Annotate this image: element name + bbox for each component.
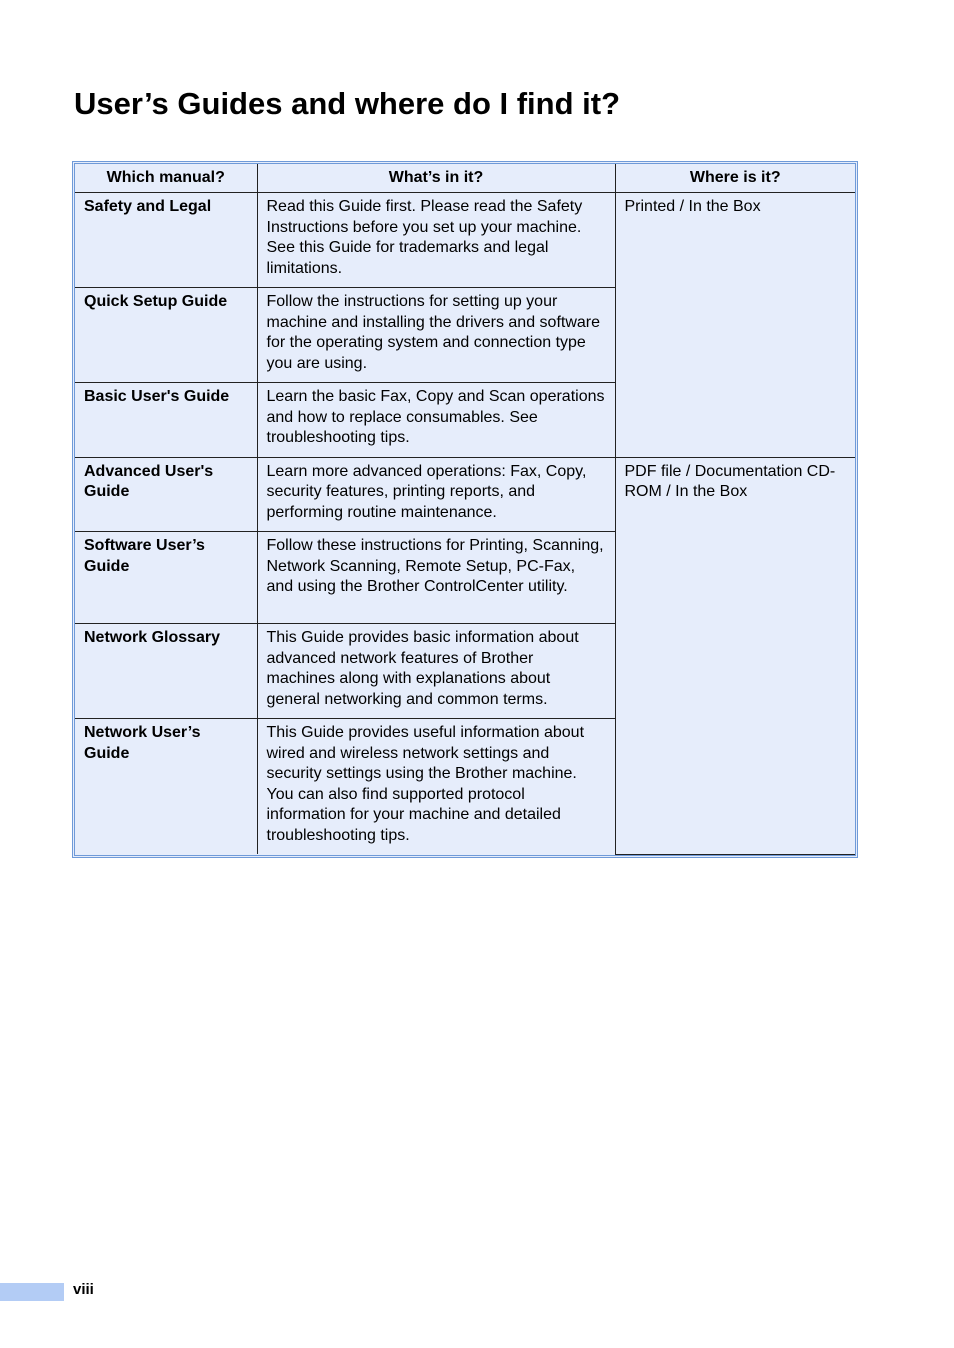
manual-contents: This Guide provides basic information about advanced network features of Brother machines along with explanations about general networking and common terms. xyxy=(257,624,615,719)
table-row xyxy=(75,193,855,288)
manual-contents: Follow the instructions for setting up your machine and installing the drivers and software for the operating system and connection type you are using. xyxy=(257,288,615,383)
manuals-table xyxy=(75,164,855,855)
manual-location: Printed / In the Box xyxy=(615,193,855,458)
manual-name: Network User’s Guide xyxy=(75,719,257,855)
manual-name: Basic User's Guide xyxy=(75,383,257,458)
manual-contents: Read this Guide first. Please read the Safety Instructions before you set up your machine. See this Guide for trademarks and legal limitations. xyxy=(257,193,615,288)
table-header-row xyxy=(75,164,855,193)
manual-location: PDF file / Documentation CD-ROM / In the Box xyxy=(615,457,855,854)
page-title: User’s Guides and where do I find it? xyxy=(74,86,621,121)
manuals-table-frame xyxy=(72,161,858,858)
manual-name: Safety and Legal xyxy=(75,193,257,288)
table-row xyxy=(75,457,855,532)
header-where-is-it: Where is it? xyxy=(615,164,855,193)
page-number: viii xyxy=(73,1281,94,1298)
manual-contents: Learn the basic Fax, Copy and Scan operations and how to replace consumables. See troubleshooting tips. xyxy=(257,383,615,458)
header-whats-in-it: What’s in it? xyxy=(257,164,615,193)
manual-contents: Follow these instructions for Printing, Scanning, Network Scanning, Remote Setup, PC-Fax, and using the Brother ControlCenter utility. xyxy=(257,532,615,624)
manual-contents: Learn more advanced operations: Fax, Copy, security features, printing reports, and performing routine maintenance. xyxy=(257,457,615,532)
manual-name: Software User’s Guide xyxy=(75,532,257,624)
manual-contents: This Guide provides useful information about wired and wireless network settings and security settings using the Brother machine. You can also find supported protocol information for your machine and detailed troubleshooting tips. xyxy=(257,719,615,855)
footer-accent-bar xyxy=(0,1283,64,1301)
manual-name: Advanced User's Guide xyxy=(75,457,257,532)
header-which-manual: Which manual? xyxy=(75,164,257,193)
manual-name: Quick Setup Guide xyxy=(75,288,257,383)
manual-name: Network Glossary xyxy=(75,624,257,719)
